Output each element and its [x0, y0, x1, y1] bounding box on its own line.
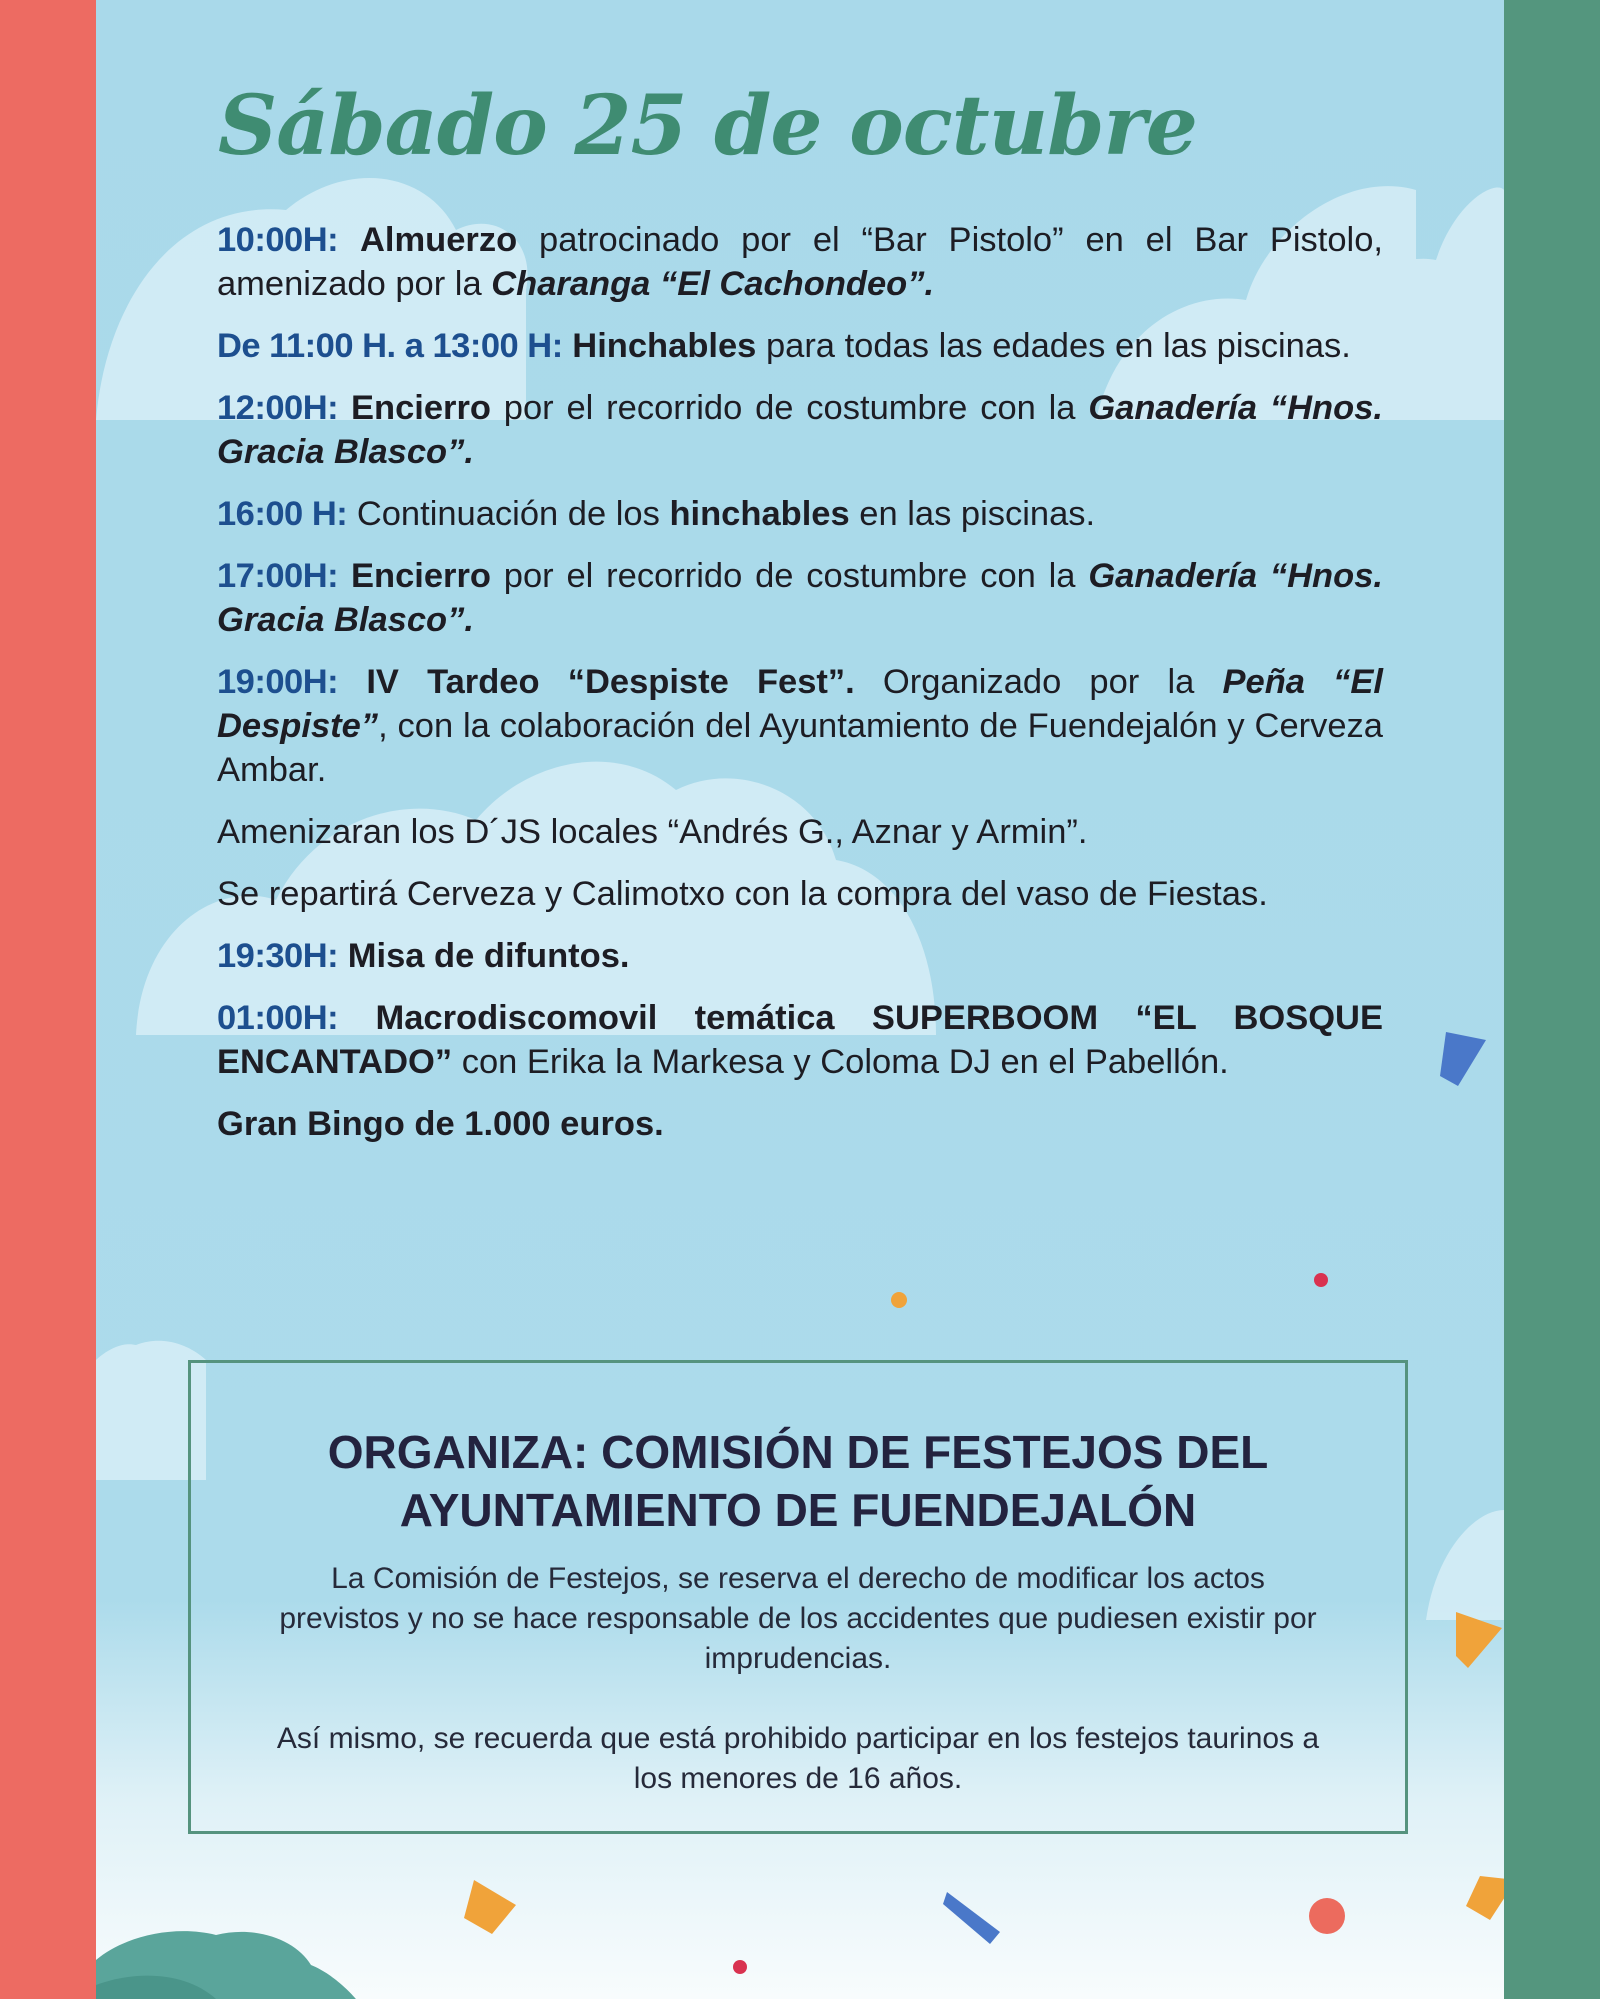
organizer-title — [191, 1423, 1405, 1539]
ganaderia-name: Ganadería “Hnos. Gracia Blasco”. — [217, 557, 1383, 639]
event-description: Organizado por la — [854, 663, 1223, 701]
organizer-title-line: ORGANIZA: COMISIÓN DE FESTEJOS DEL — [327, 1426, 1269, 1478]
schedule-time: 19:30H: — [217, 937, 339, 975]
event-name: Encierro — [350, 557, 491, 595]
organizer-box — [188, 1360, 1408, 1834]
schedule-time: 19:00H: — [217, 663, 339, 701]
schedule-item — [217, 934, 1383, 978]
event-name: IV Tardeo “Despiste Fest”. — [366, 663, 855, 701]
event-name: Encierro — [350, 389, 491, 427]
organizer-title-line: AYUNTAMIENTO DE FUENDEJALÓN — [399, 1484, 1197, 1536]
event-name: hinchables — [669, 495, 850, 533]
schedule-time: 17:00H: — [217, 557, 339, 595]
schedule-item — [217, 810, 1383, 854]
event-name: Hinchables — [572, 327, 757, 365]
schedule-item — [217, 492, 1383, 536]
bottom-hill — [96, 1931, 356, 1999]
schedule-time: 12:00H: — [217, 389, 339, 427]
schedule-list — [217, 218, 1383, 1164]
event-description: Amenizaran los D´JS locales “Andrés G., Aznar y Armin”. — [217, 813, 1088, 851]
poster-panel — [96, 0, 1504, 1999]
event-description: patrocinado por el “Bar Pistolo” en el Bar Pistolo, amenizado por la — [217, 221, 1383, 303]
event-description: , con la colaboración del Ayuntamiento de Fuendejalón y Cerveza Ambar. — [217, 707, 1383, 789]
event-description: en las piscinas. — [849, 495, 1096, 533]
right-color-band — [1504, 0, 1600, 1999]
ganaderia-name: Ganadería “Hnos. Gracia Blasco”. — [217, 389, 1383, 471]
event-name: Misa de difuntos. — [347, 937, 630, 975]
schedule-item — [217, 386, 1383, 474]
schedule-item — [217, 554, 1383, 642]
event-name: Almuerzo — [360, 221, 518, 259]
schedule-item — [217, 1102, 1383, 1146]
page-title: Sábado 25 de octubre — [218, 78, 1197, 174]
disclaimer-text: La Comisión de Festejos, se reserva el derecho de modificar los actos previstos y no se hace responsable de los accidentes que pudiesen existir por imprudencias. — [279, 1562, 1317, 1675]
event-description: por el recorrido de costumbre con la — [490, 557, 1089, 595]
pena-name: Peña “El Despiste” — [217, 663, 1383, 745]
age-restriction-text: Así mismo, se recuerda que está prohibido participar en los festejos taurinos a los menores de 16 años. — [276, 1722, 1320, 1795]
event-description: para todas las edades en las piscinas. — [756, 327, 1351, 365]
schedule-time: De 11:00 H. a 13:00 H: — [217, 327, 563, 365]
cloud-shape — [1426, 1510, 1504, 1620]
event-description: con Erika la Markesa y Coloma DJ en el Pabellón. — [452, 1043, 1229, 1081]
left-color-band — [0, 0, 96, 1999]
schedule-time: 16:00 H: — [217, 495, 348, 533]
schedule-item — [217, 872, 1383, 916]
event-name: Gran Bingo de 1.000 euros. — [217, 1105, 664, 1143]
event-description: Continuación de los — [347, 495, 670, 533]
event-description: por el recorrido de costumbre con la — [490, 389, 1089, 427]
event-description: Se repartirá Cerveza y Calimotxo con la compra del vaso de Fiestas. — [217, 875, 1268, 913]
event-name: Macrodiscomovil temática SUPERBOOM “EL BOSQUE ENCANTADO” — [217, 999, 1383, 1081]
band-name: Charanga “El Cachondeo”. — [491, 265, 935, 303]
schedule-item — [217, 660, 1383, 792]
schedule-time: 01:00H: — [217, 999, 339, 1037]
schedule-item — [217, 324, 1383, 368]
schedule-item — [217, 218, 1383, 306]
schedule-item — [217, 996, 1383, 1084]
schedule-time: 10:00H: — [217, 221, 339, 259]
